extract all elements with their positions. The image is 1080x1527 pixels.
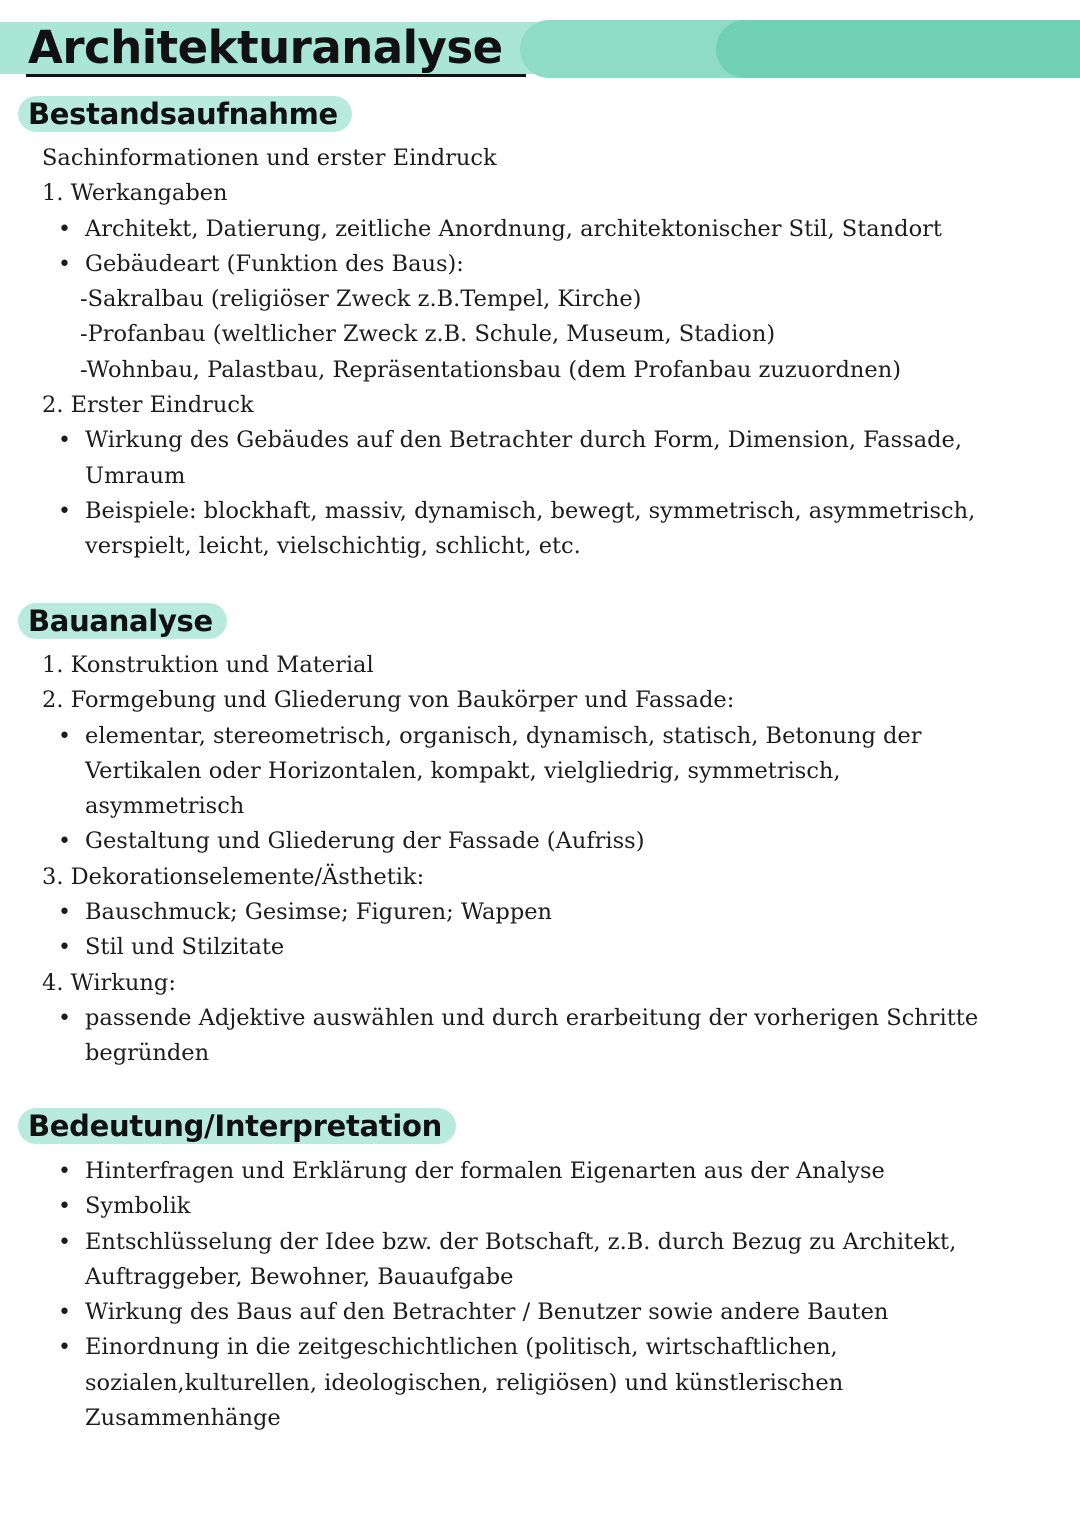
bullet-icon: • — [58, 1335, 71, 1361]
bullet-icon: • — [58, 829, 71, 855]
section-bauanalyse — [0, 603, 1080, 1072]
bullet-icon: • — [58, 251, 71, 277]
section-heading: Bestandsaufnahme — [18, 96, 352, 132]
list-item: • Stil und Stilzitate — [0, 930, 1080, 965]
list-item-continuation: Vertikalen oder Horizontalen, kompakt, vielgliedrig, symmetrisch, — [85, 757, 841, 784]
list-item-continuation: Auftraggeber, Bewohner, Bauaufgabe — [85, 1263, 514, 1290]
bullet-icon: • — [58, 428, 71, 454]
bullet-icon: • — [58, 216, 71, 242]
list-item: • Gestaltung und Gliederung der Fassade (Aufriss) — [0, 824, 1080, 859]
list-item-continuation: begründen — [85, 1040, 210, 1067]
numbered-step: 2. Erster Eindruck — [42, 392, 254, 419]
section-heading: Bauanalyse — [18, 603, 227, 639]
bullet-icon: • — [58, 1300, 71, 1326]
list-item-continuation: Umraum — [85, 462, 186, 489]
sub-item: -Sakralbau (religiöser Zweck z.B.Tempel, Kirche) — [80, 286, 642, 313]
page-title: Architekturanalyse — [28, 21, 503, 74]
list-item-continuation: verspielt, leicht, vielschichtig, schlicht, etc. — [85, 533, 581, 560]
numbered-step: 1. Konstruktion und Material — [42, 652, 374, 678]
bullet-icon: • — [58, 1194, 71, 1220]
sub-item: -Wohnbau, Palastbau, Repräsentationsbau (dem Profanbau zuzuordnen) — [80, 356, 901, 383]
numbered-step: 4. Wirkung: — [42, 969, 176, 996]
list-item-continuation: asymmetrisch — [85, 793, 245, 820]
list-item: • Entschlüsselung der Idee bzw. der Botschaft, z.B. durch Bezug zu Architekt, — [0, 1225, 1080, 1260]
section-heading: Bedeutung/Interpretation — [18, 1108, 456, 1144]
section-bestandsaufnahme — [0, 96, 1080, 565]
list-item: • passende Adjektive auswählen und durch erarbeitung der vorherigen Schritte — [0, 1001, 1080, 1036]
list-item: • Wirkung des Baus auf den Betrachter / Benutzer sowie andere Bauten — [0, 1295, 1080, 1330]
intro-text: Sachinformationen und erster Eindruck — [42, 145, 497, 171]
list-item: • elementar, stereometrisch, organisch, dynamisch, statisch, Betonung der — [0, 719, 1080, 754]
list-item: • Bauschmuck; Gesimse; Figuren; Wappen — [0, 895, 1080, 930]
bullet-icon: • — [58, 498, 71, 524]
bullet-icon: • — [58, 1229, 71, 1255]
numbered-step: 1. Werkangaben — [42, 180, 228, 207]
numbered-step: 3. Dekorationselemente/Ästhetik: — [42, 863, 425, 890]
bullet-icon: • — [58, 723, 71, 749]
bullet-icon: • — [58, 1159, 71, 1184]
sub-item: -Profanbau (weltlicher Zweck z.B. Schule, Museum, Stadion) — [80, 321, 776, 348]
section-content — [0, 648, 1080, 1072]
section-content — [0, 1154, 1080, 1436]
list-item: • Gebäudeart (Funktion des Baus): — [0, 247, 1080, 282]
list-item: • Wirkung des Gebäudes auf den Betrachter durch Form, Dimension, Fassade, — [0, 423, 1080, 458]
bullet-icon: • — [58, 1005, 71, 1031]
list-item-continuation: sozialen,kulturellen, ideologischen, religiösen) und künstlerischen — [85, 1369, 844, 1396]
numbered-step: 2. Formgebung und Gliederung von Baukörper und Fassade: — [42, 687, 735, 714]
list-item: • Architekt, Datierung, zeitliche Anordnung, architektonischer Stil, Standort — [0, 212, 1080, 247]
header-band-dark — [716, 20, 1080, 78]
bullet-icon: • — [58, 900, 71, 926]
list-item-continuation: Zusammenhänge — [85, 1405, 281, 1432]
list-item: • Einordnung in die zeitgeschichtlichen (politisch, wirtschaftlichen, — [0, 1330, 1080, 1365]
list-item: • Symbolik — [0, 1189, 1080, 1224]
section-content — [0, 141, 1080, 565]
list-item: • Hinterfragen und Erklärung der formalen Eigenarten aus der Analyse — [0, 1154, 1080, 1189]
section-bedeutung-interpretation — [0, 1108, 1080, 1436]
list-item: • Beispiele: blockhaft, massiv, dynamisch, bewegt, symmetrisch, asymmetrisch, — [0, 494, 1080, 529]
title-underline — [26, 74, 526, 77]
bullet-icon: • — [58, 935, 71, 961]
